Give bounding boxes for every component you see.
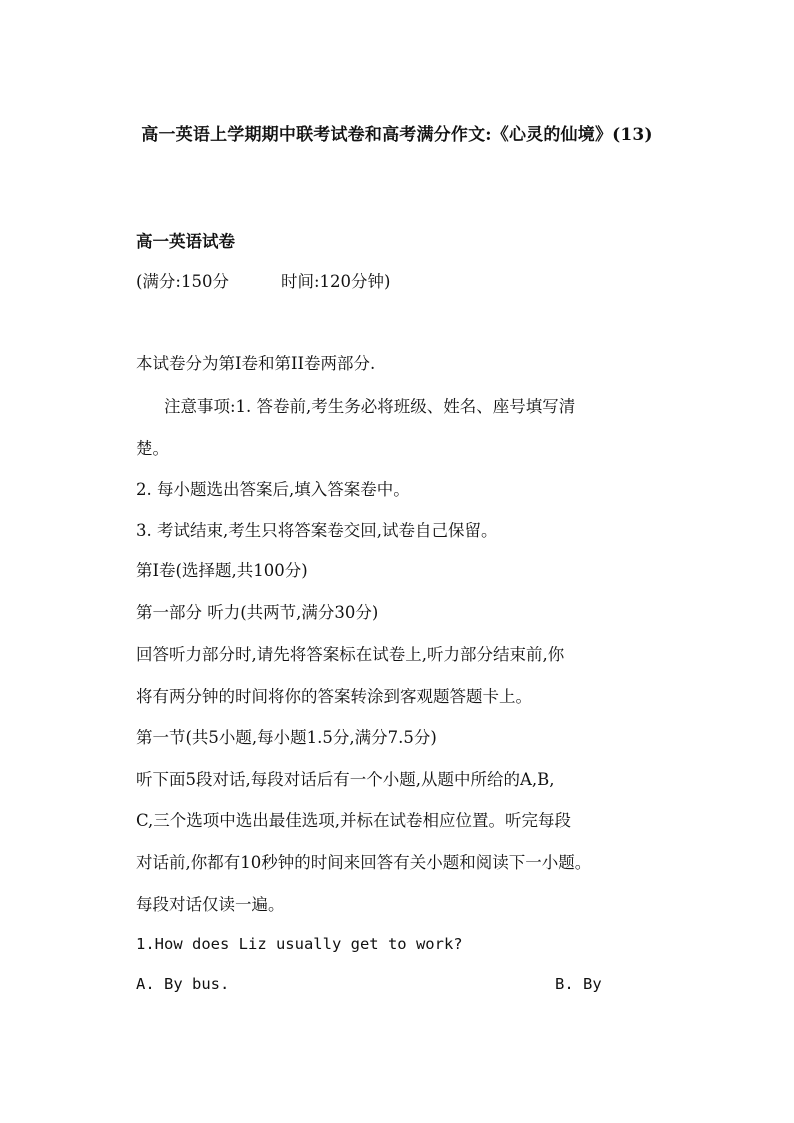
question-1: 1.How does Liz usually get to work? — [136, 935, 463, 953]
paragraph-5: 3. 考试结束,考生只将答案卷交回,试卷自己保留。 — [136, 521, 498, 540]
paragraph-2: 注意事项:1. 答卷前,考生务必将班级、姓名、座号填写清 — [164, 397, 576, 416]
score-time-line — [136, 268, 391, 292]
document-title: 高一英语上学期期中联考试卷和高考满分作文:《心灵的仙境》(13) — [141, 125, 653, 145]
time-text: 时间:120分钟) — [281, 272, 391, 291]
paragraph-1: 本试卷分为第I卷和第II卷两部分. — [136, 354, 376, 373]
exam-title: 高一英语试卷 — [136, 232, 235, 251]
paragraph-7: 第一部分 听力(共两节,满分30分) — [136, 603, 379, 622]
paragraph-8: 回答听力部分时,请先将答案标在试卷上,听力部分结束前,你 — [136, 645, 565, 664]
paragraph-10: 第一节(共5小题,每小题1.5分,满分7.5分) — [136, 728, 437, 747]
paragraph-9: 将有两分钟的时间将你的答案转涂到客观题答题卡上。 — [136, 687, 532, 706]
paragraph-4: 2. 每小题选出答案后,填入答案卷中。 — [136, 480, 410, 499]
paragraph-13: 对话前,你都有10秒钟的时间来回答有关小题和阅读下一小题。 — [136, 853, 592, 872]
paragraph-11: 听下面5段对话,每段对话后有一个小题,从题中所给的A,B, — [136, 770, 555, 789]
paragraph-12: C,三个选项中选出最佳选项,并标在试卷相应位置。听完每段 — [136, 811, 572, 830]
option-b: B. By — [555, 975, 602, 993]
paragraph-14: 每段对话仅读一遍。 — [136, 895, 285, 914]
option-a: A. By bus. — [136, 975, 230, 993]
paragraph-6: 第I卷(选择题,共100分) — [136, 561, 308, 580]
paragraph-3: 楚。 — [136, 439, 169, 458]
score-text: (满分:150分 — [136, 272, 229, 291]
